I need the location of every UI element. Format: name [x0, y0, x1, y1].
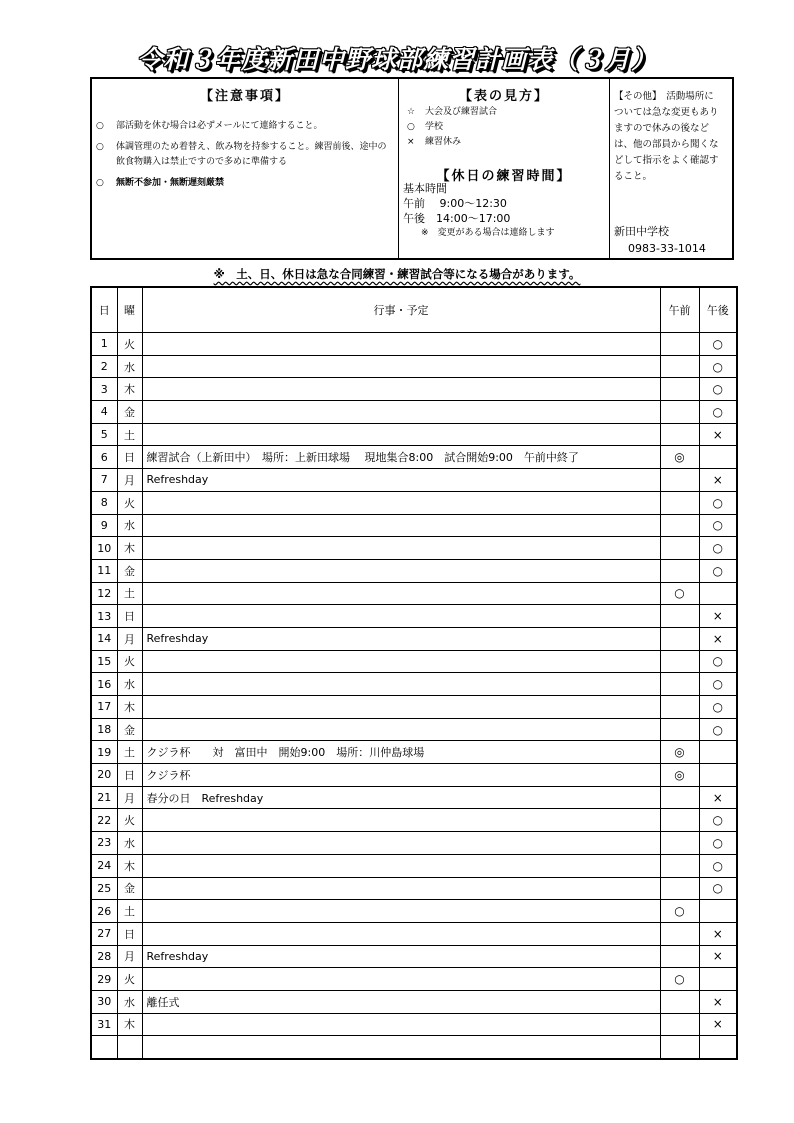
cell-event [142, 333, 660, 356]
cell-am [660, 673, 699, 696]
table-row [91, 764, 737, 787]
cell-am [660, 378, 699, 401]
cell-day: 2 [91, 355, 117, 378]
cell-pm: ○ [699, 718, 737, 741]
cell-dow: 日 [117, 605, 142, 628]
schedule-body [91, 333, 737, 1060]
cell-am: ○ [660, 900, 699, 923]
cell-day: 19 [91, 741, 117, 764]
table-row [91, 673, 737, 696]
notes-section [92, 79, 399, 258]
table-row [91, 559, 737, 582]
cell-dow: 金 [117, 718, 142, 741]
cell-pm: ○ [699, 854, 737, 877]
table-row [91, 537, 737, 560]
cell-pm: ○ [699, 877, 737, 900]
cell-event [142, 355, 660, 378]
cell-day: 14 [91, 627, 117, 650]
cell-dow: 土 [117, 423, 142, 446]
holiday-times [403, 181, 555, 241]
school-phone: 0983-33-1014 [628, 242, 706, 255]
cell-am: ◎ [660, 764, 699, 787]
cell-pm: ○ [699, 514, 737, 537]
info-box [90, 77, 734, 260]
legend-text: 練習休み [425, 137, 462, 147]
table-row [91, 741, 737, 764]
table-row [91, 809, 737, 832]
cell-dow: 木 [117, 1013, 142, 1036]
cell-am [660, 650, 699, 673]
cell-dow: 土 [117, 741, 142, 764]
note-bullet: ○ [96, 178, 104, 188]
cell-pm: ○ [699, 537, 737, 560]
cell-am [660, 945, 699, 968]
cell-pm: ○ [699, 696, 737, 719]
table-row [91, 945, 737, 968]
legend-header: 【表の見方】 [458, 89, 549, 104]
cell-day: 10 [91, 537, 117, 560]
cell-day: 7 [91, 469, 117, 492]
table-row [91, 514, 737, 537]
col-header-am: 午前 [660, 287, 699, 333]
cell-am [660, 854, 699, 877]
legend-mark: ○ [407, 122, 415, 132]
cell-dow: 月 [117, 945, 142, 968]
cell-event [142, 378, 660, 401]
cell-day: 23 [91, 832, 117, 855]
cell-event [142, 809, 660, 832]
table-row [91, 423, 737, 446]
table-row [91, 1013, 737, 1036]
cell-am [660, 605, 699, 628]
cell-dow: 水 [117, 673, 142, 696]
cell-day: 25 [91, 877, 117, 900]
cell-empty [117, 1036, 142, 1059]
holiday-basic: 基本時間 [403, 182, 447, 195]
cell-event [142, 401, 660, 424]
cell-dow: 日 [117, 922, 142, 945]
cell-dow: 金 [117, 877, 142, 900]
note-bullet: ○ [96, 121, 104, 131]
cell-pm: × [699, 605, 737, 628]
table-row-empty [91, 1036, 737, 1059]
cell-event [142, 582, 660, 605]
col-header-day: 日 [91, 287, 117, 333]
table-row [91, 900, 737, 923]
cell-pm: × [699, 627, 737, 650]
cell-am [660, 718, 699, 741]
cell-event: Refreshday [142, 469, 660, 492]
cell-day: 13 [91, 605, 117, 628]
cell-pm [699, 900, 737, 923]
cell-event: クジラ杯 [142, 764, 660, 787]
notes-list [96, 119, 394, 197]
table-header-row [91, 287, 737, 333]
cell-am [660, 990, 699, 1013]
table-row [91, 718, 737, 741]
cell-dow: 日 [117, 446, 142, 469]
cell-pm: ○ [699, 491, 737, 514]
cell-pm: ○ [699, 809, 737, 832]
cell-am [660, 627, 699, 650]
cell-pm: ○ [699, 832, 737, 855]
cell-event [142, 1013, 660, 1036]
cell-empty [699, 1036, 737, 1059]
cell-event [142, 832, 660, 855]
notes-header: 【注意事項】 [199, 89, 290, 104]
legend-mark: × [407, 137, 415, 147]
cell-pm: ○ [699, 673, 737, 696]
cell-event [142, 718, 660, 741]
table-row [91, 355, 737, 378]
cell-event: クジラ杯 対 富田中 開始9:00 場所：川仲島球場 [142, 741, 660, 764]
cell-am [660, 786, 699, 809]
cell-day: 9 [91, 514, 117, 537]
cell-dow: 月 [117, 469, 142, 492]
cell-am [660, 922, 699, 945]
legend-text: 学校 [425, 122, 444, 132]
cell-empty [660, 1036, 699, 1059]
cell-empty [91, 1036, 117, 1059]
cell-am [660, 333, 699, 356]
cell-pm: ○ [699, 401, 737, 424]
table-row [91, 832, 737, 855]
cell-am [660, 1013, 699, 1036]
cell-pm: ○ [699, 650, 737, 673]
other-section [610, 79, 732, 258]
cell-dow: 火 [117, 333, 142, 356]
col-header-dow: 曜 [117, 287, 142, 333]
cell-day: 22 [91, 809, 117, 832]
cell-dow: 水 [117, 514, 142, 537]
table-row [91, 877, 737, 900]
cell-day: 30 [91, 990, 117, 1013]
table-row [91, 627, 737, 650]
table-row [91, 990, 737, 1013]
table-row [91, 469, 737, 492]
cell-dow: 金 [117, 559, 142, 582]
table-row [91, 922, 737, 945]
table-row [91, 605, 737, 628]
cell-event [142, 854, 660, 877]
cell-pm: ○ [699, 333, 737, 356]
cell-event [142, 673, 660, 696]
cell-day: 20 [91, 764, 117, 787]
cell-day: 16 [91, 673, 117, 696]
cell-event: 離任式 [142, 990, 660, 1013]
cell-pm [699, 582, 737, 605]
cell-pm: × [699, 922, 737, 945]
cell-am [660, 423, 699, 446]
cell-dow: 水 [117, 832, 142, 855]
cell-am [660, 514, 699, 537]
cell-pm: × [699, 469, 737, 492]
cell-dow: 水 [117, 990, 142, 1013]
cell-event [142, 514, 660, 537]
legend-text: 大会及び練習試合 [425, 107, 498, 117]
cell-day: 5 [91, 423, 117, 446]
cell-dow: 水 [117, 355, 142, 378]
cell-am: ◎ [660, 446, 699, 469]
cell-am [660, 355, 699, 378]
cell-dow: 土 [117, 900, 142, 923]
cell-day: 6 [91, 446, 117, 469]
cell-pm: × [699, 423, 737, 446]
holiday-am: 午前 9:00～12:30 [403, 197, 507, 210]
cell-event [142, 559, 660, 582]
school-name: 新田中学校 [614, 225, 669, 238]
cell-pm [699, 741, 737, 764]
cell-day: 29 [91, 968, 117, 991]
cell-day: 4 [91, 401, 117, 424]
page-title: 令和３年度新田中野球部練習計画表（３月） [136, 45, 657, 74]
cell-dow: 火 [117, 968, 142, 991]
cell-pm [699, 446, 737, 469]
cell-pm: × [699, 945, 737, 968]
note-text: 無断不参加・無断遅刻厳禁 [116, 178, 225, 188]
legend-item [407, 105, 497, 120]
cell-day: 27 [91, 922, 117, 945]
cell-dow: 月 [117, 786, 142, 809]
holiday-pm: 午後 14:00～17:00 [403, 212, 511, 225]
cell-event [142, 968, 660, 991]
note-text: 部活動を休む場合は必ずメールにて連絡すること。 [116, 121, 323, 131]
cell-dow: 金 [117, 401, 142, 424]
cell-dow: 木 [117, 696, 142, 719]
warning-text: ※ 土、日、休日は急な合同練習・練習試合等になる場合があります。 [213, 267, 581, 281]
cell-event [142, 922, 660, 945]
other-text: 【その他】 活動場所については急な変更もありますので休みの後などは、他の部員から聞くなどして指示をよく確認すること。 [614, 91, 719, 182]
cell-pm: ○ [699, 559, 737, 582]
school-info [614, 223, 706, 257]
cell-event: Refreshday [142, 945, 660, 968]
table-row [91, 446, 737, 469]
cell-am [660, 491, 699, 514]
warning-note [0, 266, 794, 282]
cell-day: 17 [91, 696, 117, 719]
cell-event: 練習試合（上新田中） 場所：上新田球場 現地集合8:00 試合開始9:00 午前中終了 [142, 446, 660, 469]
table-row [91, 854, 737, 877]
cell-event: 春分の日 Refreshday [142, 786, 660, 809]
holiday-header: 【休日の練習時間】 [436, 169, 572, 184]
cell-empty [142, 1036, 660, 1059]
cell-event [142, 537, 660, 560]
cell-am: ○ [660, 968, 699, 991]
cell-event [142, 650, 660, 673]
cell-event [142, 491, 660, 514]
cell-day: 3 [91, 378, 117, 401]
cell-am [660, 469, 699, 492]
note-item [96, 176, 394, 191]
cell-day: 15 [91, 650, 117, 673]
cell-day: 24 [91, 854, 117, 877]
cell-dow: 木 [117, 854, 142, 877]
table-row [91, 968, 737, 991]
cell-pm: ○ [699, 355, 737, 378]
schedule-table [90, 286, 738, 1060]
cell-am [660, 537, 699, 560]
legend-item [407, 120, 497, 135]
cell-event [142, 423, 660, 446]
note-item [96, 119, 394, 134]
cell-pm: × [699, 1013, 737, 1036]
cell-event [142, 696, 660, 719]
holiday-note: ※ 変更がある場合は連絡します [421, 228, 555, 238]
cell-pm [699, 968, 737, 991]
note-text: 体調管理のため着替え、飲み物を持参すること。練習前後、途中の飲食物購入は禁止ですので多めに準備する [116, 142, 387, 167]
cell-am [660, 877, 699, 900]
cell-event [142, 605, 660, 628]
cell-day: 28 [91, 945, 117, 968]
cell-dow: 土 [117, 582, 142, 605]
table-row [91, 786, 737, 809]
col-header-pm: 午後 [699, 287, 737, 333]
cell-day: 11 [91, 559, 117, 582]
cell-day: 8 [91, 491, 117, 514]
cell-pm: × [699, 990, 737, 1013]
table-row [91, 401, 737, 424]
cell-am [660, 832, 699, 855]
note-bullet: ○ [96, 142, 104, 152]
cell-am: ◎ [660, 741, 699, 764]
table-row [91, 491, 737, 514]
cell-pm: × [699, 786, 737, 809]
legend-section [399, 79, 610, 258]
cell-event [142, 900, 660, 923]
cell-dow: 日 [117, 764, 142, 787]
cell-am [660, 401, 699, 424]
cell-day: 31 [91, 1013, 117, 1036]
cell-dow: 火 [117, 809, 142, 832]
cell-am [660, 559, 699, 582]
col-header-event: 行事・予定 [142, 287, 660, 333]
cell-day: 21 [91, 786, 117, 809]
cell-day: 12 [91, 582, 117, 605]
cell-dow: 火 [117, 650, 142, 673]
note-item [96, 140, 394, 170]
table-row [91, 696, 737, 719]
cell-day: 26 [91, 900, 117, 923]
table-row [91, 582, 737, 605]
cell-am [660, 809, 699, 832]
table-row [91, 378, 737, 401]
cell-am: ○ [660, 582, 699, 605]
cell-am [660, 696, 699, 719]
cell-pm [699, 764, 737, 787]
cell-event [142, 877, 660, 900]
cell-dow: 木 [117, 537, 142, 560]
cell-dow: 月 [117, 627, 142, 650]
cell-day: 1 [91, 333, 117, 356]
cell-dow: 火 [117, 491, 142, 514]
cell-dow: 木 [117, 378, 142, 401]
cell-day: 18 [91, 718, 117, 741]
table-row [91, 333, 737, 356]
table-row [91, 650, 737, 673]
legend-list [407, 105, 497, 150]
cell-event: Refreshday [142, 627, 660, 650]
legend-mark: ☆ [407, 107, 416, 117]
cell-pm: ○ [699, 378, 737, 401]
legend-item [407, 135, 497, 150]
